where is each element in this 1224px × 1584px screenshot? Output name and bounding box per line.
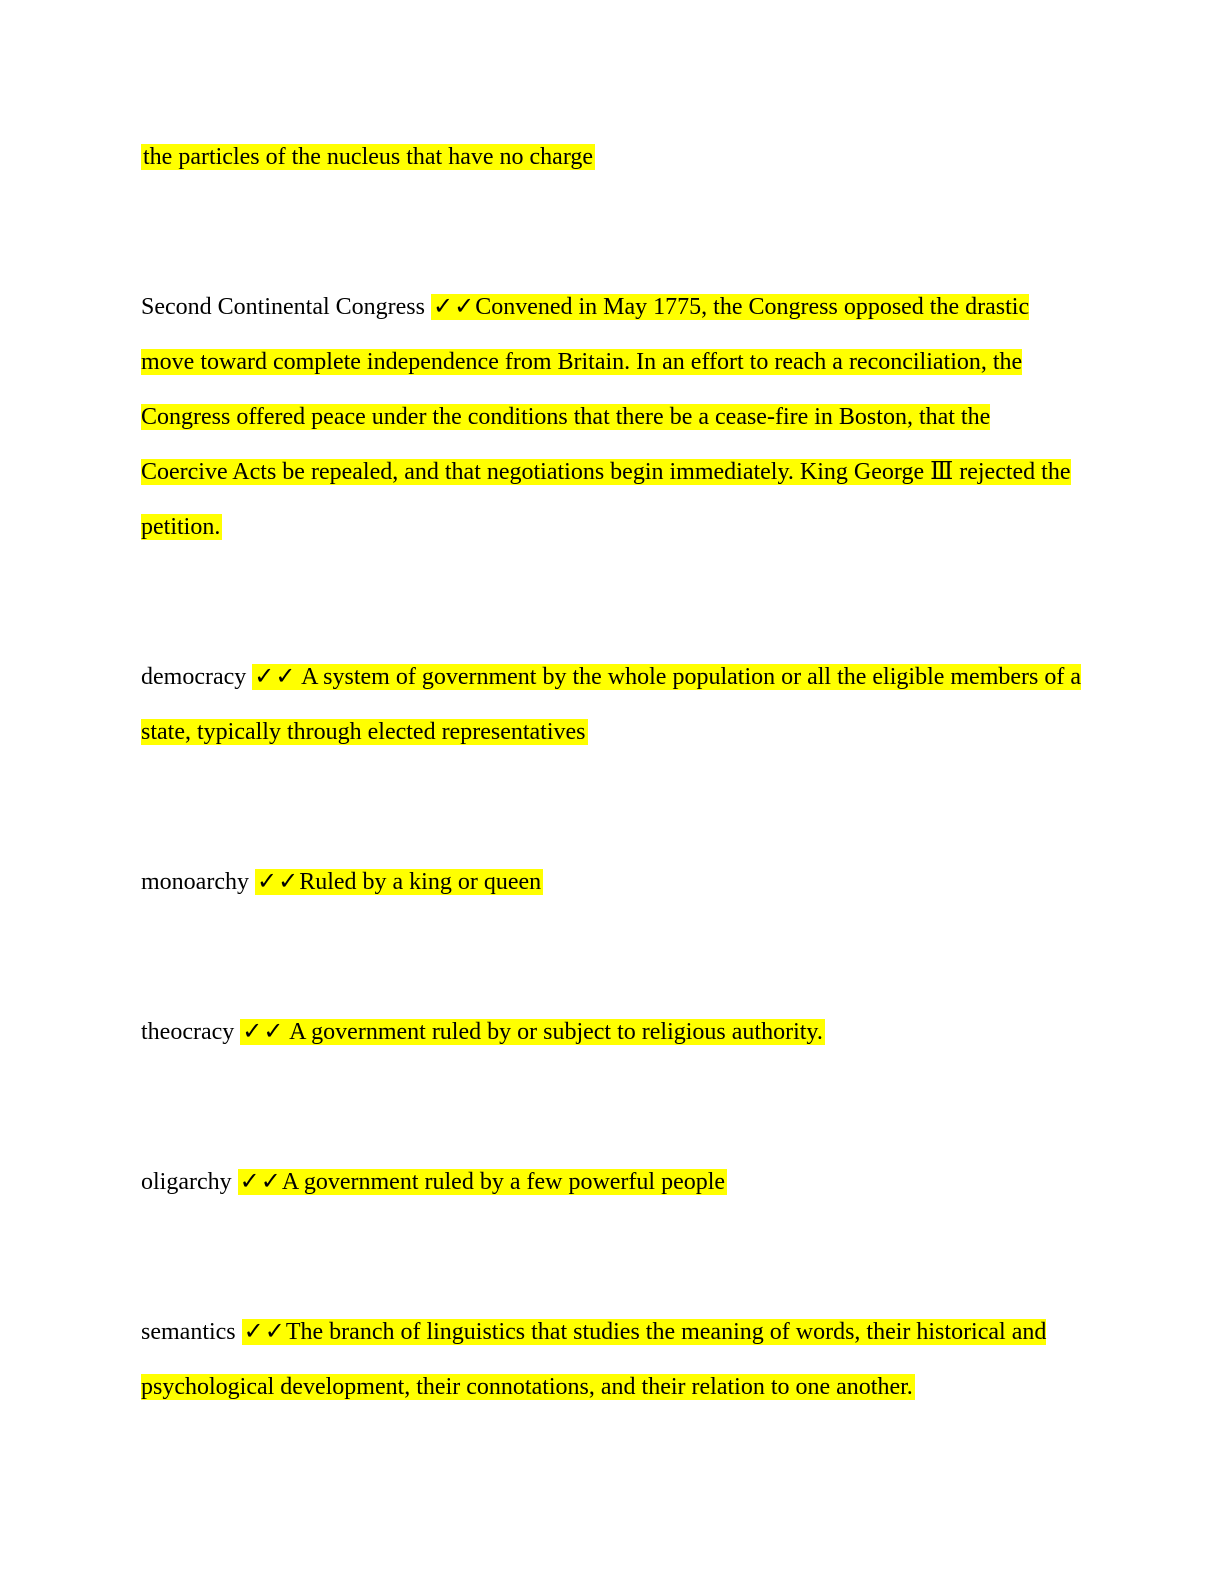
definition-line: The branch of linguistics that studies the meaning of words, their historical and: [285, 1319, 1047, 1345]
term-definition-entry: [141, 1154, 1086, 1210]
double-checkmark-icon: ✓✓: [242, 1017, 285, 1045]
double-checkmark-icon: ✓✓: [254, 662, 297, 690]
term-definition-entry: [141, 1004, 1086, 1060]
definition-line: Coercive Acts be repealed, and that negotiations begin immediately. King George Ⅲ rejected the: [141, 459, 1071, 485]
double-checkmark-icon: ✓✓: [243, 1317, 286, 1345]
term-definition-entry: [141, 649, 1086, 760]
definition-line: psychological development, their connotations, and their relation to one another.: [141, 1374, 913, 1400]
definition-line: Ruled by a king or queen: [299, 869, 542, 895]
definition-highlight: [238, 1169, 727, 1195]
term-definition-entry: [141, 854, 1086, 910]
term-text: monoarchy: [141, 869, 255, 895]
definition-highlight: [240, 1019, 825, 1045]
definition-highlight: [255, 869, 543, 895]
definition-highlight: [141, 664, 1081, 745]
definition-line: Congress offered peace under the conditions that there be a cease-fire in Boston, that the: [141, 404, 991, 430]
term-text: democracy: [141, 664, 253, 690]
definition-highlight: [141, 144, 595, 170]
double-checkmark-icon: ✓✓: [239, 1167, 282, 1195]
definition-line: state, typically through elected representatives: [141, 719, 586, 745]
term-text: semantics: [141, 1319, 242, 1345]
term-text: oligarchy: [141, 1169, 238, 1195]
definition-line: move toward complete independence from Britain. In an effort to reach a reconciliation, the: [141, 349, 1023, 375]
definition-line: A system of government by the whole population or all the eligible members of a: [296, 664, 1081, 690]
definition-highlight: [141, 294, 1071, 540]
term-text: theocracy: [141, 1019, 241, 1045]
definition-line: the particles of the nucleus that have no charge: [143, 144, 594, 170]
term-text: Second Continental Congress: [141, 294, 431, 320]
definition-line: A government ruled by or subject to religious authority.: [284, 1019, 823, 1045]
term-definition-entry: [141, 279, 1086, 555]
term-definition-entry: [141, 1304, 1086, 1415]
definition-line: Convened in May 1775, the Congress opposed the drastic: [475, 294, 1030, 320]
definition-highlight: [141, 1319, 1046, 1400]
definition-line: A government ruled by a few powerful people: [281, 1169, 726, 1195]
definition-line: petition.: [141, 514, 221, 540]
term-definition-entry: [141, 130, 1086, 185]
double-checkmark-icon: ✓✓: [432, 292, 476, 320]
double-checkmark-icon: ✓✓: [256, 867, 300, 895]
